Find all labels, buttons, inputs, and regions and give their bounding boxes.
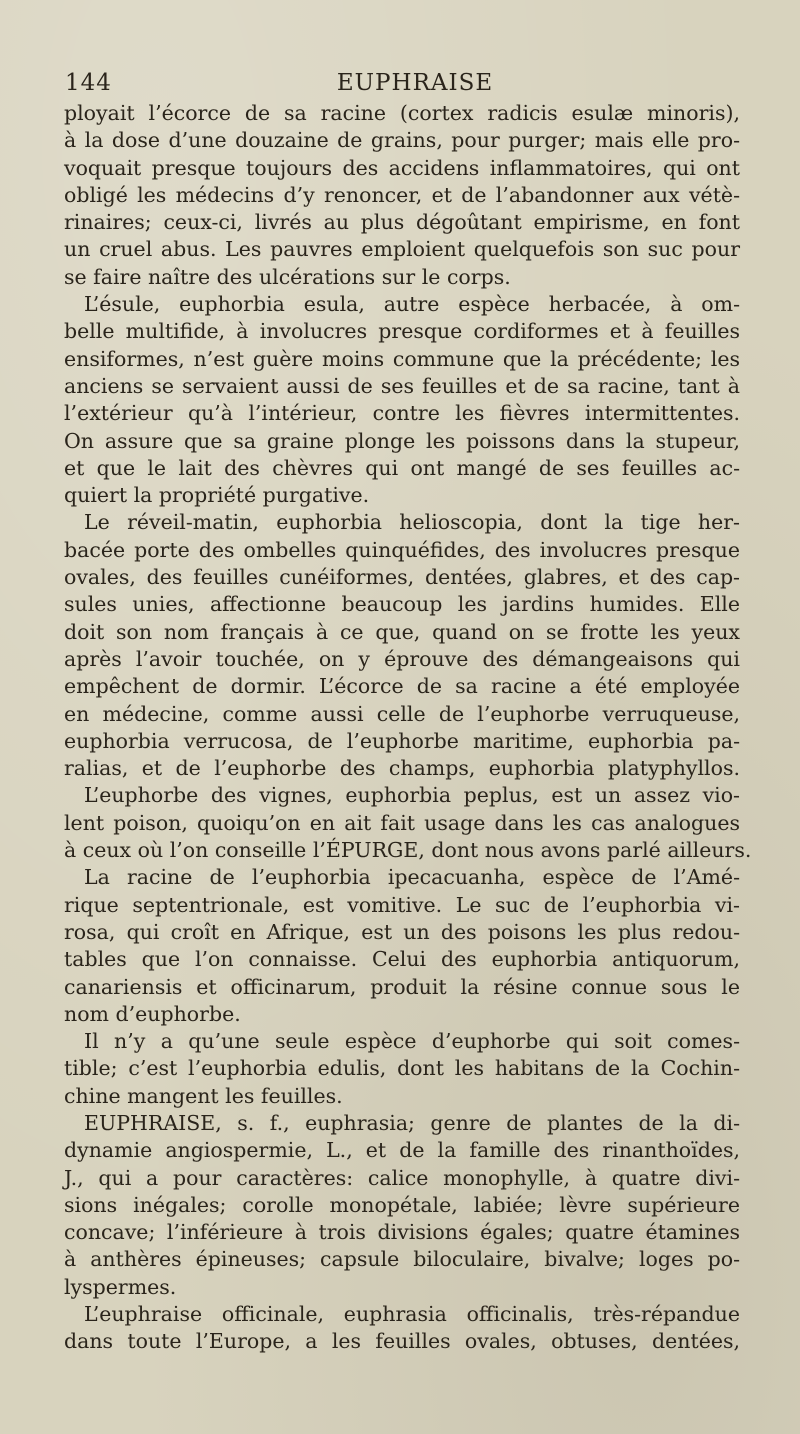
text-line: un cruel abus. Les pauvres emploient quelquefois son suc pour xyxy=(64,237,740,262)
text-line: La racine de l’euphorbia ipecacuanha, espèce de l’Amé- xyxy=(84,865,740,890)
text-line: à la dose d’une douzaine de grains, pour purger; mais elle pro- xyxy=(64,128,740,153)
text-line: lent poison, quoiqu’on en ait fait usage dans les cas analogues xyxy=(64,810,740,835)
text-line: Le réveil-matin, euphorbia helioscopia, dont la tige her- xyxy=(84,510,740,535)
text-line: ovales, des feuilles cunéiformes, dentées, glabres, et des cap- xyxy=(64,565,740,590)
text-line: ployait l’écorce de sa racine (cortex radicis esulæ minoris), xyxy=(64,101,740,125)
text-line: lyspermes. xyxy=(64,1274,177,1299)
text-line: voquait presque toujours des accidens inflammatoires, qui ont xyxy=(64,155,740,180)
text-line: L’euphorbe des vignes, euphorbia peplus, est un assez vio- xyxy=(84,783,740,808)
text-line: l’extérieur qu’à l’intérieur, contre les fièvres intermittentes. xyxy=(64,401,740,426)
text-line: On assure que sa graine plonge les poissons dans la stupeur, xyxy=(64,428,740,453)
text-line: dans toute l’Europe, a les feuilles ovales, obtuses, dentées, xyxy=(64,1329,740,1354)
text-line: se faire naître des ulcérations sur le corps. xyxy=(64,264,511,289)
text-line: ensiformes, n’est guère moins commune que la précédente; les xyxy=(64,346,740,371)
text-line: doit son nom français à ce que, quand on se frotte les yeux xyxy=(64,619,740,644)
text-line: belle multifide, à involucres presque cordiformes et à feuilles xyxy=(64,319,740,344)
text-line: rique septentrionale, est vomitive. Le suc de l’euphorbia vi- xyxy=(64,892,740,917)
text-line: Il n’y a qu’une seule espèce d’euphorbe qui soit comes- xyxy=(84,1029,740,1054)
text-line: concave; l’inférieure à trois divisions égales; quatre étamines xyxy=(64,1220,740,1245)
text-line: EUPHRAISE, s. f., euphrasia; genre de plantes de la di- xyxy=(84,1110,740,1135)
text-line: en médecine, comme aussi celle de l’euphorbe verruqueuse, xyxy=(64,701,740,726)
text-line: rosa, qui croît en Afrique, est un des poisons les plus redou- xyxy=(64,919,740,944)
text-line: dynamie angiospermie, L., et de la famille des rinanthoïdes, xyxy=(64,1138,740,1163)
text-line: nom d’euphorbe. xyxy=(64,1001,241,1026)
text-line: L’ésule, euphorbia esula, autre espèce herbacée, à om- xyxy=(84,292,740,317)
text-line: euphorbia verrucosa, de l’euphorbe maritime, euphorbia pa- xyxy=(64,728,740,753)
text-line: rinaires; ceux-ci, livrés au plus dégoûtant empirisme, en font xyxy=(64,210,740,235)
text-line: tables que l’on connaisse. Celui des euphorbia antiquorum, xyxy=(64,947,740,972)
text-line: et que le lait des chèvres qui ont mangé de ses feuilles ac- xyxy=(64,455,740,480)
text-line: quiert la propriété purgative. xyxy=(64,483,370,508)
page-number: 144 xyxy=(65,70,112,96)
text-line: chine mangent les feuilles. xyxy=(64,1083,343,1108)
text-line: anciens se servaient aussi de ses feuilles et de sa racine, tant à xyxy=(64,373,740,398)
body-text xyxy=(64,100,752,1356)
text-line: obligé les médecins d’y renoncer, et de l’abandonner aux vétè- xyxy=(64,182,740,207)
text-line: sions inégales; corolle monopétale, labiée; lèvre supérieure xyxy=(64,1192,740,1217)
text-line: canariensis et officinarum, produit la résine connue sous le xyxy=(64,974,740,999)
text-line: sules unies, affectionne beaucoup les jardins humides. Elle xyxy=(64,592,740,617)
text-line: ralias, et de l’euphorbe des champs, euphorbia platyphyllos. xyxy=(64,756,740,781)
text-line: tible; c’est l’euphorbia edulis, dont les habitans de la Cochin- xyxy=(64,1056,740,1081)
text-line: à anthères épineuses; capsule biloculaire, bivalve; loges po- xyxy=(64,1247,740,1272)
text-line: à ceux où l’on conseille l’ÉPURGE, dont nous avons parlé ailleurs. xyxy=(64,838,752,863)
text-line: empêchent de dormir. L’écorce de sa racine a été employée xyxy=(64,674,740,699)
text-line: après l’avoir touchée, on y éprouve des démangeaisons qui xyxy=(64,646,740,671)
text-line: bacée porte des ombelles quinquéfides, des involucres presque xyxy=(64,537,740,562)
running-title: EUPHRAISE xyxy=(336,70,494,96)
text-line: J., qui a pour caractères: calice monophylle, à quatre divi- xyxy=(64,1165,740,1190)
page-header xyxy=(65,70,735,104)
text-line: L’euphraise officinale, euphrasia officinalis, très-répandue xyxy=(84,1302,740,1327)
